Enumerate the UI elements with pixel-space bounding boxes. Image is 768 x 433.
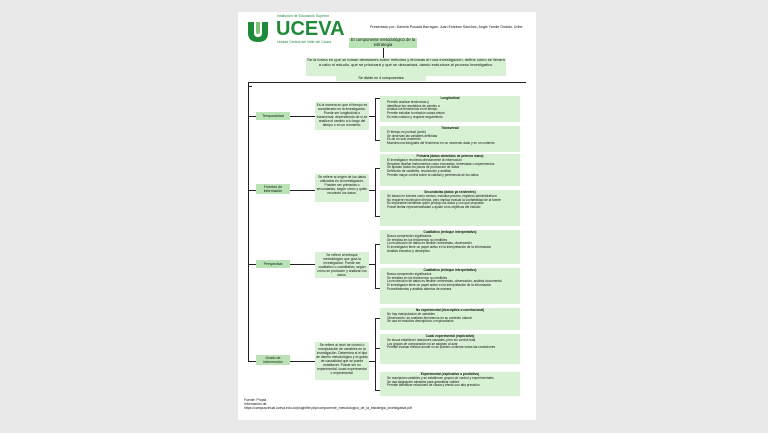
list-item: • Procedimientos y análisis abiertos de manera	[387, 288, 518, 292]
list-item: • Se enfatiza en los fenómenos no medibles	[387, 239, 518, 243]
list-item: • Se usa asignación aleatoria para garantizar validez	[387, 381, 518, 385]
list-item: • Es importante identificar quién produjo los datos y con qué propósito	[387, 202, 518, 206]
description-grado-intervencion: Se refiere al nivel de control o manipulación de variables en la investigación. Determina si el tipo de diseño metodológico y el grado de causalidad que se puede establecer. Puede ser no experimental, cuasi experimental o experimental.	[315, 342, 369, 380]
source-note	[244, 398, 534, 410]
list-item: • Muestra una fotografía del fenómeno en un momento dado y en un contexto	[387, 142, 518, 146]
source-info-label: Información de:	[244, 402, 268, 406]
connector-line	[290, 361, 315, 362]
map-title: El componente metodológico de la estrategia	[350, 37, 416, 47]
list-item: • Se ajustan todos los pasos de producción de datos	[387, 166, 518, 170]
list-item: • Puede limitar representatividad o ajuste a los objetivos del estudio	[387, 206, 518, 210]
list-item: • Se enfatiza en los fenómenos no medibles	[387, 277, 518, 281]
detail-list	[382, 339, 518, 350]
list-item: • Permite estudiar la relación causa-efecto	[387, 112, 518, 116]
detail-heading: Secundarias (datos ya existentes)	[424, 190, 476, 194]
connector-line	[375, 244, 376, 288]
connector-line	[248, 190, 256, 191]
connector-line	[375, 168, 376, 216]
detail-transversal	[380, 126, 520, 152]
category-perspectiva: Perspectiva	[256, 260, 290, 268]
list-item: • Busca comprender significados	[387, 235, 518, 239]
detail-heading: Cualitativo (enfoque interpretativo)	[423, 268, 477, 272]
list-item: • La recolección de datos es flexible: entrevistas, observación	[387, 242, 518, 246]
list-item: • Identificar los resultados de cambio a	[387, 105, 518, 109]
list-item: • Se observan las variables definidas	[387, 135, 518, 139]
connector-line	[248, 116, 256, 117]
detail-heading: Transversal	[441, 126, 459, 130]
list-item: • Se manipulan variables y se establecen grupos de control y experimentales	[387, 377, 518, 381]
detail-experimental	[380, 372, 520, 396]
detail-secundarias	[380, 190, 520, 226]
source-url[interactable]: https://campusvirtual.uceva.edu.co/pluginfile.php/componente_metodologico_de_la_estrategia_investigativa.pdf	[244, 406, 412, 410]
detail-heading: Cualitativo (enfoque interpretativo)	[423, 230, 477, 234]
source-label: Fuente: Propia	[244, 398, 267, 402]
connector-line	[375, 318, 376, 390]
list-item: • Es más costoso y requiere seguimiento	[387, 116, 518, 120]
detail-cualitativo-1	[380, 230, 520, 264]
list-item: • Los grupos de comparación no se asignan al azar	[387, 343, 518, 347]
connector-line	[375, 98, 376, 140]
list-item: • Permite mayor control sobre la calidad y pertinencia de los datos	[387, 174, 518, 178]
connector-line	[290, 116, 315, 117]
detail-list	[382, 131, 518, 146]
list-item: • Permite identificar relaciones de causa y efecto con alta precisión	[387, 384, 518, 388]
list-item: • Permite evaluar efectos donde no se pueden controlar todas las condiciones	[387, 346, 518, 350]
detail-heading: Longitudinal	[440, 96, 460, 100]
uceva-logo-icon	[245, 19, 271, 43]
detail-heading: No experimental (descriptivo o correlacional)	[415, 308, 485, 312]
detail-heading: Experimental (explicativo o predictivo)	[420, 372, 480, 376]
connector-line	[248, 86, 252, 87]
category-grado-intervencion: Grado de intervención	[256, 355, 290, 365]
list-item: • Permite analizar tendencias y	[387, 101, 518, 105]
list-item: • No hay manipulación de variables	[387, 313, 518, 317]
detail-cuasi-experimental	[380, 334, 520, 364]
authors-line: Presentado por: Daniela Posada Barragan, Juan Esteban Sánchez, Angie Yamile Giraldo, Uribe	[370, 25, 523, 29]
connector-line	[290, 190, 315, 191]
list-item: • Se busca establecer relaciones causales, pero sin control total	[387, 339, 518, 343]
list-item: • El investigador recolecta directamente la información	[387, 159, 518, 163]
mind-map-canvas	[238, 12, 536, 420]
connector-line	[248, 361, 256, 362]
list-item: • El investigador tiene un papel activo en la interpretación de la información	[387, 284, 518, 288]
detail-list	[382, 235, 518, 254]
detail-list	[382, 377, 518, 388]
detail-list	[382, 273, 518, 292]
components-label: Se divide en 4 componentes	[336, 76, 426, 81]
list-item: • La recolección de datos es flexible: entrevistas, observación, análisis documental	[387, 280, 518, 284]
detail-heading: Cuasi experimental (explicativo)	[425, 334, 475, 338]
list-item: • Se usa en estudios descriptivos o exploratorios	[387, 320, 518, 324]
intro-box: Se la forma en que se toman decisiones sobre métodos y técnicas en una investigación, define cómo se llevará a cabo el estudio, qué se priorizará y qué se descartará, dando estructura al proceso investigativo.	[306, 58, 506, 76]
detail-list	[382, 195, 518, 210]
category-temporalidad: Temporalidad	[256, 112, 290, 120]
list-item: • El investigador tiene un papel activo en la interpretación de la información	[387, 246, 518, 250]
description-perspectiva: Se refiere al enfoque metodológico que guía la investigación. Puede ser cualitativo o cuantitativo, según cómo se producen y analizan los datos.	[315, 252, 369, 278]
detail-longitudinal	[380, 96, 520, 122]
list-item: • Definición de variables, recolección y análisis	[387, 170, 518, 174]
detail-list	[382, 313, 518, 324]
detail-list	[382, 159, 518, 178]
category-fuentes: Fuentes de información	[256, 184, 290, 194]
logo-subtitle: Unidad Central del Valle del Cauca	[277, 40, 332, 44]
detail-no-experimental	[380, 308, 520, 330]
detail-cualitativo-2	[380, 268, 520, 304]
logo-top-text: Institución de Educación Superior	[277, 14, 330, 18]
description-fuentes: Se refiere al origen de los datos utilizados en la investigación. Pueden ser primarias o secundarias, según cómo y quién recolectó los datos.	[315, 174, 369, 202]
connector-line	[248, 264, 256, 265]
trunk-horizontal-line	[248, 82, 526, 83]
detail-heading: Primaria (datos obtenidos de primera mano)	[416, 154, 484, 158]
description-temporalidad: Es la manera en que el tiempo es considerado en la investigación. Puede ser longitudinal o transversal, dependiendo de si se analiza el cambio a lo largo del tiempo o en un momento.	[315, 102, 369, 130]
detail-primaria	[380, 154, 520, 186]
list-item: • Observación: se analizan fenómenos en su contexto natural	[387, 317, 518, 321]
list-item: • Es de un solo momento	[387, 138, 518, 142]
list-item: • No requiere recolección directa, pero implica evaluar la confiabilidad de la fuente	[387, 199, 518, 203]
list-item: • Analiza los fenómenos en el tiempo	[387, 108, 518, 112]
logo-name: UCEVA	[276, 18, 345, 40]
trunk-vertical-line	[248, 82, 249, 362]
connector-line	[290, 264, 315, 265]
list-item: • Se basan en fuentes como censos, estudios previos, registros administrativos	[387, 195, 518, 199]
detail-list	[382, 101, 518, 120]
list-item: • Busca comprender significados	[387, 273, 518, 277]
list-item: • Requiere diseñar instrumentos como encuestas, entrevistas u experimentos	[387, 163, 518, 167]
list-item: • El tiempo es puntual (corte)	[387, 131, 518, 135]
connector-line	[383, 48, 384, 58]
list-item: • Análisis inductivo y descriptivo	[387, 250, 518, 254]
